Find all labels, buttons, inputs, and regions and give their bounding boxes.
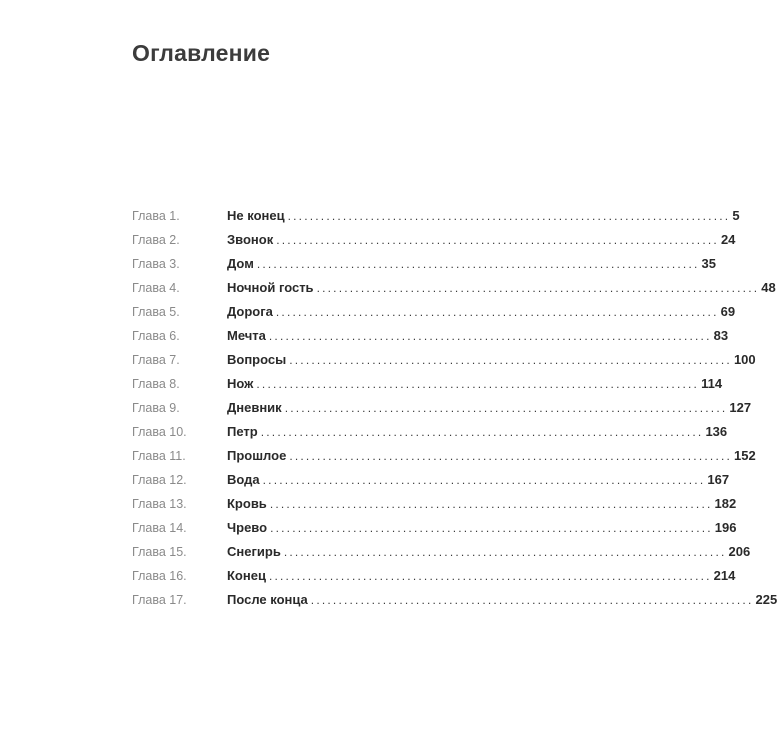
table-of-contents	[132, 204, 777, 612]
page-number: 196	[714, 520, 737, 535]
chapter-label: Глава 16.	[132, 569, 187, 583]
toc-entry	[132, 444, 756, 468]
chapter-label: Глава 17.	[132, 593, 187, 607]
page-number: 24	[720, 232, 736, 247]
dot-leader: ................................................................................	[283, 545, 727, 559]
chapter-title: Конец	[227, 568, 266, 583]
page-number: 83	[713, 328, 729, 343]
chapter-label: Глава 2.	[132, 233, 180, 247]
dot-leader: ................................................................................	[270, 521, 713, 535]
page-title: Оглавление	[132, 40, 271, 66]
dot-leader: ................................................................................	[256, 257, 700, 271]
chapter-title: Звонок	[227, 232, 274, 247]
dot-leader: ................................................................................	[284, 401, 728, 415]
toc-entry	[132, 468, 730, 492]
chapter-title: Ночной гость	[227, 280, 314, 295]
toc-entry	[132, 516, 737, 540]
toc-entry	[132, 588, 777, 612]
chapter-label: Глава 14.	[132, 521, 187, 535]
dot-leader: ................................................................................	[287, 209, 731, 223]
toc-entry	[132, 540, 751, 564]
toc-entry	[132, 204, 740, 228]
toc-entry	[132, 276, 776, 300]
chapter-title: Не конец	[227, 208, 285, 223]
chapter-label: Глава 10.	[132, 425, 187, 439]
chapter-label: Глава 6.	[132, 329, 180, 343]
dot-leader: ................................................................................	[256, 377, 700, 391]
chapter-title: Нож	[227, 376, 254, 391]
page-number: 225	[755, 592, 777, 607]
toc-entry	[132, 300, 736, 324]
page-number: 182	[714, 496, 737, 511]
dot-leader: ................................................................................	[268, 329, 712, 343]
page-number: 214	[713, 568, 736, 583]
toc-entry	[132, 420, 728, 444]
chapter-title: После конца	[227, 592, 308, 607]
dot-leader: ................................................................................	[289, 353, 732, 367]
chapter-title: Снегирь	[227, 544, 281, 559]
chapter-label: Глава 11.	[132, 449, 186, 463]
page-number: 206	[728, 544, 751, 559]
toc-entry	[132, 228, 736, 252]
chapter-title: Прошлое	[227, 448, 287, 463]
page-number: 167	[707, 472, 730, 487]
dot-leader: ................................................................................	[276, 233, 719, 247]
chapter-title: Вода	[227, 472, 260, 487]
toc-entry	[132, 396, 752, 420]
dot-leader: ................................................................................	[289, 449, 733, 463]
page-number: 114	[701, 376, 723, 391]
toc-entry	[132, 492, 737, 516]
chapter-label: Глава 3.	[132, 257, 180, 271]
toc-entry	[132, 564, 736, 588]
dot-leader: ................................................................................	[262, 473, 706, 487]
page-number: 69	[720, 304, 736, 319]
chapter-label: Глава 15.	[132, 545, 187, 559]
dot-leader: ................................................................................	[316, 281, 760, 295]
chapter-label: Глава 7.	[132, 353, 180, 367]
chapter-title: Дом	[227, 256, 254, 271]
dot-leader: ................................................................................	[310, 593, 754, 607]
page-number: 136	[705, 424, 728, 439]
chapter-title: Чрево	[227, 520, 268, 535]
chapter-title: Кровь	[227, 496, 267, 511]
dot-leader: ................................................................................	[268, 569, 712, 583]
chapter-label: Глава 13.	[132, 497, 187, 511]
chapter-label: Глава 12.	[132, 473, 187, 487]
page-number: 5	[732, 208, 740, 223]
toc-entry	[132, 324, 729, 348]
page-number: 35	[701, 256, 716, 271]
chapter-label: Глава 1.	[132, 209, 180, 223]
page-number: 48	[761, 280, 776, 295]
toc-entry	[132, 252, 716, 276]
dot-leader: ................................................................................	[269, 497, 713, 511]
chapter-title: Петр	[227, 424, 258, 439]
chapter-label: Глава 8.	[132, 377, 180, 391]
chapter-title: Дорога	[227, 304, 273, 319]
page-number: 152	[734, 448, 756, 463]
toc-entry	[132, 348, 756, 372]
toc-entry	[132, 372, 723, 396]
dot-leader: ................................................................................	[260, 425, 704, 439]
dot-leader: ................................................................................	[275, 305, 719, 319]
chapter-title: Мечта	[227, 328, 266, 343]
page-number: 127	[729, 400, 752, 415]
page-number: 100	[733, 352, 756, 367]
chapter-label: Глава 9.	[132, 401, 180, 415]
chapter-title: Дневник	[227, 400, 282, 415]
chapter-title: Вопросы	[227, 352, 287, 367]
chapter-label: Глава 4.	[132, 281, 180, 295]
chapter-label: Глава 5.	[132, 305, 180, 319]
